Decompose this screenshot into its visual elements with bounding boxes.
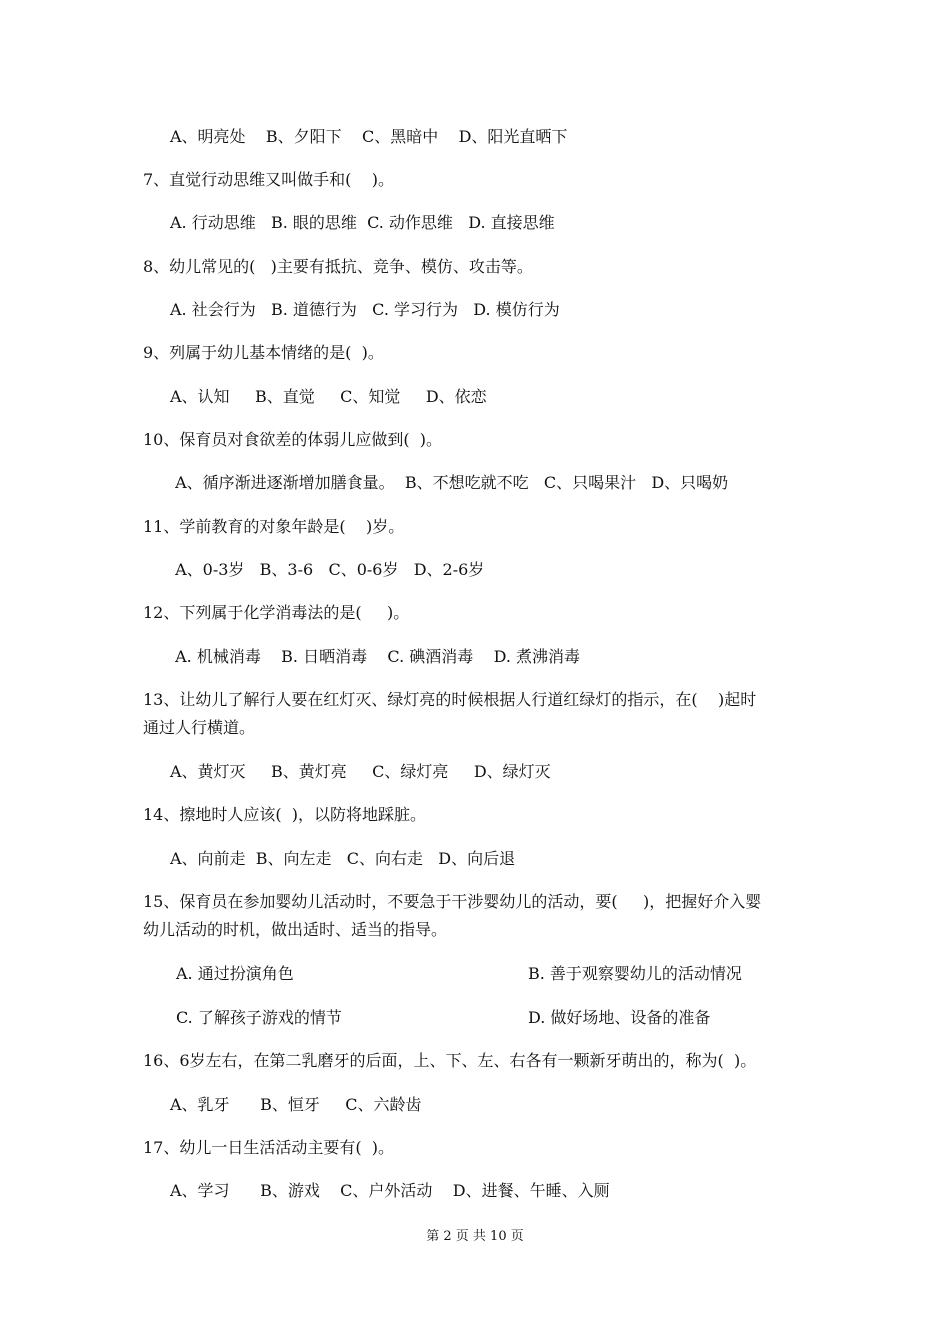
q8-question: 8、幼儿常见的( )主要有抵抗、竞争、模仿、攻击等。	[143, 257, 533, 276]
q12-question: 12、下列属于化学消毒法的是( )。	[143, 603, 410, 622]
q15-option-b: B. 善于观察婴幼儿的活动情况	[528, 964, 742, 983]
q12-options: A. 机械消毒 B. 日晒消毒 C. 碘酒消毒 D. 煮沸消毒	[170, 647, 581, 666]
q16-question: 16、6岁左右，在第二乳磨牙的后面，上、下、左、右各有一颗新牙萌出的，称为( )。	[143, 1051, 757, 1070]
q7-options: A. 行动思维 B. 眼的思维 C. 动作思维 D. 直接思维	[170, 213, 555, 232]
q7-question: 7、直觉行动思维又叫做手和( )。	[143, 170, 395, 189]
q9-options: A、认知 B、直觉 C、知觉 D、依恋	[170, 387, 487, 406]
q10-options: A、循序渐进逐渐增加膳食量。 B、不想吃就不吃 C、只喝果汁 D、只喝奶	[170, 473, 729, 492]
q16-options: A、乳牙 B、恒牙 C、六龄齿	[170, 1095, 422, 1114]
q17-question: 17、幼儿一日生活活动主要有( )。	[143, 1138, 395, 1157]
q9-question: 9、列属于幼儿基本情绪的是( )。	[143, 343, 384, 362]
q15-option-c: C. 了解孩子游戏的情节	[176, 1008, 342, 1027]
q13-question-line2: 通过人行横道。	[143, 718, 256, 737]
q15-question-line1: 15、保育员在参加婴幼儿活动时，不要急于干涉婴幼儿的活动，要( )，把握好介入婴	[143, 892, 762, 911]
q10-question: 10、保育员对食欲差的体弱儿应做到( )。	[143, 430, 443, 449]
q13-options: A、黄灯灭 B、黄灯亮 C、绿灯亮 D、绿灯灭	[170, 762, 551, 781]
q11-options: A、0-3岁 B、3-6 C、0-6岁 D、2-6岁	[170, 560, 485, 579]
q14-question: 14、擦地时人应该( )，以防将地踩脏。	[143, 805, 427, 824]
q15-question-line2: 幼儿活动的时机，做出适时、适当的指导。	[143, 920, 448, 939]
q13-question-line1: 13、让幼儿了解行人要在红灯灭、绿灯亮的时候根据人行道红绿灯的指示，在( )起时	[143, 690, 757, 709]
q11-question: 11、学前教育的对象年龄是( )岁。	[143, 517, 405, 536]
q8-options: A. 社会行为 B. 道德行为 C. 学习行为 D. 模仿行为	[170, 300, 560, 319]
q15-option-a: A. 通过扮演角色	[176, 964, 294, 983]
q14-options: A、向前走 B、向左走 C、向右走 D、向后退	[170, 849, 516, 868]
page-footer: 第 2 页 共 10 页	[426, 1229, 524, 1244]
q6-options: A、明亮处 B、夕阳下 C、黑暗中 D、阳光直晒下	[170, 127, 568, 146]
q15-option-d: D. 做好场地、设备的准备	[528, 1008, 711, 1027]
q17-options: A、学习 B、游戏 C、户外活动 D、进餐、午睡、入厕	[170, 1181, 610, 1200]
